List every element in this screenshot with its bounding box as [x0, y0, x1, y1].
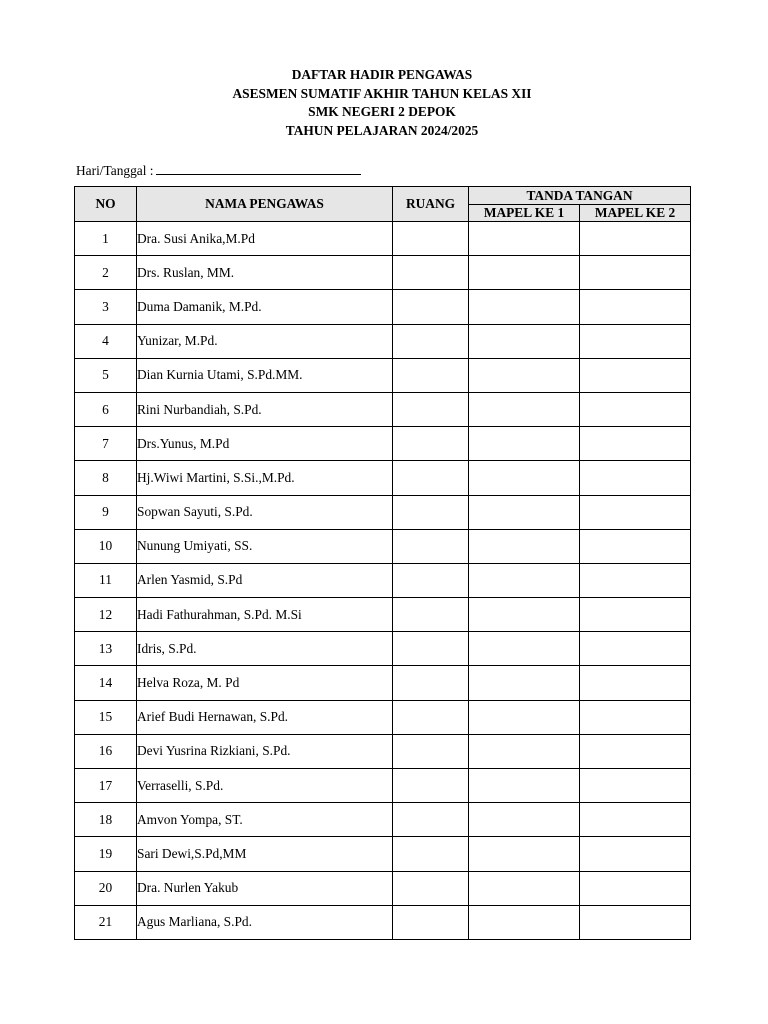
supervisor-name: Dian Kurnia Utami, S.Pd.MM. [137, 358, 393, 392]
table-row [75, 563, 691, 597]
supervisor-name: Dra. Susi Anika,M.Pd [137, 222, 393, 256]
signature-cell-subject-1[interactable] [469, 769, 580, 803]
signature-cell-subject-2[interactable] [580, 256, 691, 290]
signature-cell-subject-1[interactable] [469, 461, 580, 495]
supervisor-name: Arief Budi Hernawan, S.Pd. [137, 700, 393, 734]
row-number: 1 [75, 222, 137, 256]
supervisor-name: Sopwan Sayuti, S.Pd. [137, 495, 393, 529]
signature-cell-subject-1[interactable] [469, 734, 580, 768]
signature-cell-subject-1[interactable] [469, 222, 580, 256]
date-label: Hari/Tanggal : [76, 163, 154, 178]
row-number: 18 [75, 803, 137, 837]
table-row [75, 461, 691, 495]
row-number: 11 [75, 563, 137, 597]
signature-cell-subject-2[interactable] [580, 358, 691, 392]
signature-cell-subject-2[interactable] [580, 905, 691, 939]
signature-cell-subject-2[interactable] [580, 222, 691, 256]
table-row [75, 700, 691, 734]
signature-cell-subject-2[interactable] [580, 837, 691, 871]
supervisor-name: Agus Marliana, S.Pd. [137, 905, 393, 939]
signature-cell-subject-1[interactable] [469, 598, 580, 632]
supervisor-name: Helva Roza, M. Pd [137, 666, 393, 700]
row-number: 19 [75, 837, 137, 871]
signature-cell-subject-2[interactable] [580, 734, 691, 768]
signature-cell-subject-2[interactable] [580, 290, 691, 324]
row-number: 4 [75, 324, 137, 358]
supervisor-name: Idris, S.Pd. [137, 632, 393, 666]
room-cell[interactable] [393, 495, 469, 529]
signature-cell-subject-2[interactable] [580, 700, 691, 734]
signature-cell-subject-1[interactable] [469, 324, 580, 358]
table-row [75, 734, 691, 768]
table-row [75, 256, 691, 290]
room-cell[interactable] [393, 598, 469, 632]
table-header [75, 187, 691, 222]
header-name: NAMA PENGAWAS [137, 187, 393, 222]
room-cell[interactable] [393, 871, 469, 905]
room-cell[interactable] [393, 529, 469, 563]
row-number: 16 [75, 734, 137, 768]
title-line-4: TAHUN PELAJARAN 2024/2025 [285, 122, 479, 138]
signature-cell-subject-1[interactable] [469, 427, 580, 461]
header-subject-1: MAPEL KE 1 [469, 205, 580, 222]
signature-cell-subject-1[interactable] [469, 495, 580, 529]
supervisor-name: Drs.Yunus, M.Pd [137, 427, 393, 461]
room-cell[interactable] [393, 358, 469, 392]
row-number: 7 [75, 427, 137, 461]
signature-cell-subject-1[interactable] [469, 837, 580, 871]
document-title [0, 66, 764, 140]
table-row [75, 905, 691, 939]
room-cell[interactable] [393, 222, 469, 256]
supervisor-name: Sari Dewi,S.Pd,MM [137, 837, 393, 871]
signature-cell-subject-2[interactable] [580, 632, 691, 666]
signature-cell-subject-2[interactable] [580, 324, 691, 358]
table-row [75, 529, 691, 563]
supervisor-name: Rini Nurbandiah, S.Pd. [137, 392, 393, 426]
signature-cell-subject-1[interactable] [469, 905, 580, 939]
supervisor-name: Yunizar, M.Pd. [137, 324, 393, 358]
row-number: 15 [75, 700, 137, 734]
supervisor-name: Nunung Umiyati, SS. [137, 529, 393, 563]
supervisor-name: Dra. Nurlen Yakub [137, 871, 393, 905]
room-cell[interactable] [393, 803, 469, 837]
signature-cell-subject-1[interactable] [469, 358, 580, 392]
title-line-3: SMK NEGERI 2 DEPOK [308, 104, 456, 119]
header-subject-2: MAPEL KE 2 [580, 205, 691, 222]
table-row [75, 358, 691, 392]
signature-cell-subject-1[interactable] [469, 632, 580, 666]
signature-cell-subject-2[interactable] [580, 803, 691, 837]
row-number: 13 [75, 632, 137, 666]
signature-cell-subject-2[interactable] [580, 769, 691, 803]
row-number: 10 [75, 529, 137, 563]
table-row [75, 666, 691, 700]
supervisor-name: Amvon Yompa, ST. [137, 803, 393, 837]
row-number: 17 [75, 769, 137, 803]
table-row [75, 837, 691, 871]
table-row [75, 324, 691, 358]
table-row [75, 290, 691, 324]
room-cell[interactable] [393, 905, 469, 939]
room-cell[interactable] [393, 256, 469, 290]
row-number: 20 [75, 871, 137, 905]
room-cell[interactable] [393, 324, 469, 358]
row-number: 12 [75, 598, 137, 632]
signature-cell-subject-2[interactable] [580, 598, 691, 632]
signature-cell-subject-2[interactable] [580, 392, 691, 426]
row-number: 14 [75, 666, 137, 700]
title-line-1: DAFTAR HADIR PENGAWAS [291, 67, 473, 82]
room-cell[interactable] [393, 734, 469, 768]
room-cell[interactable] [393, 392, 469, 426]
table-row [75, 769, 691, 803]
table-row [75, 392, 691, 426]
date-blank-line [156, 162, 361, 175]
signature-cell-subject-1[interactable] [469, 803, 580, 837]
signature-cell-subject-2[interactable] [580, 495, 691, 529]
signature-cell-subject-1[interactable] [469, 256, 580, 290]
table-row [75, 871, 691, 905]
supervisor-name: Hj.Wiwi Martini, S.Si.,M.Pd. [137, 461, 393, 495]
signature-cell-subject-1[interactable] [469, 529, 580, 563]
room-cell[interactable] [393, 769, 469, 803]
header-room: RUANG [393, 187, 469, 222]
row-number: 21 [75, 905, 137, 939]
row-number: 5 [75, 358, 137, 392]
room-cell[interactable] [393, 666, 469, 700]
date-field [76, 162, 361, 180]
row-number: 9 [75, 495, 137, 529]
signature-cell-subject-1[interactable] [469, 563, 580, 597]
signature-cell-subject-2[interactable] [580, 461, 691, 495]
room-cell[interactable] [393, 290, 469, 324]
table-row [75, 427, 691, 461]
supervisor-name: Drs. Ruslan, MM. [137, 256, 393, 290]
title-line-2: ASESMEN SUMATIF AKHIR TAHUN KELAS XII [232, 85, 532, 101]
signature-cell-subject-1[interactable] [469, 700, 580, 734]
attendance-table [74, 186, 691, 940]
supervisor-name: Arlen Yasmid, S.Pd [137, 563, 393, 597]
room-cell[interactable] [393, 563, 469, 597]
signature-cell-subject-1[interactable] [469, 871, 580, 905]
supervisor-name: Hadi Fathurahman, S.Pd. M.Si [137, 598, 393, 632]
row-number: 2 [75, 256, 137, 290]
signature-cell-subject-2[interactable] [580, 666, 691, 700]
room-cell[interactable] [393, 461, 469, 495]
room-cell[interactable] [393, 427, 469, 461]
table-row [75, 495, 691, 529]
table-row [75, 598, 691, 632]
signature-cell-subject-2[interactable] [580, 529, 691, 563]
supervisor-name: Devi Yusrina Rizkiani, S.Pd. [137, 734, 393, 768]
signature-cell-subject-1[interactable] [469, 666, 580, 700]
table-row [75, 803, 691, 837]
row-number: 8 [75, 461, 137, 495]
room-cell[interactable] [393, 700, 469, 734]
signature-cell-subject-2[interactable] [580, 563, 691, 597]
room-cell[interactable] [393, 837, 469, 871]
header-no: NO [75, 187, 137, 222]
row-number: 6 [75, 392, 137, 426]
supervisor-name: Duma Damanik, M.Pd. [137, 290, 393, 324]
signature-cell-subject-1[interactable] [469, 290, 580, 324]
signature-cell-subject-2[interactable] [580, 871, 691, 905]
header-signature: TANDA TANGAN [469, 187, 691, 205]
supervisor-name: Verraselli, S.Pd. [137, 769, 393, 803]
row-number: 3 [75, 290, 137, 324]
table-body [75, 222, 691, 940]
table-row [75, 632, 691, 666]
room-cell[interactable] [393, 632, 469, 666]
signature-cell-subject-1[interactable] [469, 392, 580, 426]
table-row [75, 222, 691, 256]
signature-cell-subject-2[interactable] [580, 427, 691, 461]
